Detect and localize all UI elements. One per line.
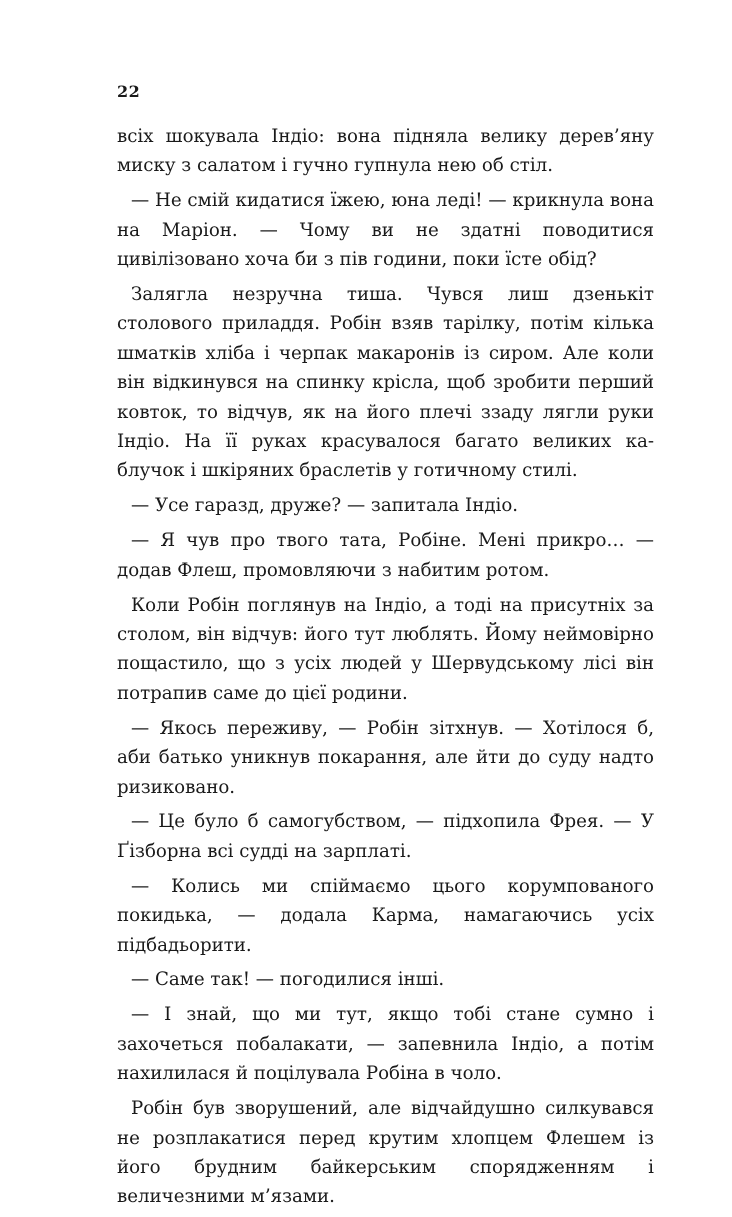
paragraph: — І знай, що ми тут, якщо тобі стане сумно і захочеться побалакати, — запевнила Індіо, а потім нахилилася й поцілувала Робіна в чоло. — [117, 1004, 654, 1085]
page-number: 22 — [117, 82, 141, 101]
paragraph: всіх шокувала Індіо: вона підняла велику дерев’яну миску з салатом і гучно гупнула нею об стіл. — [117, 126, 654, 177]
paragraph: Коли Робін поглянув на Індіо, а тоді на присутніх за столом, він відчув: його тут люблять. Йому неймовірно пощастило, що з усіх людей у Шервудському лісі він потрапив саме до цієї родини. — [117, 594, 654, 704]
paragraph: Робін був зворушений, але відчайдушно силкувався не розплакатися перед крутим хлопцем Флешем із його брудним байкерським спорядженням і величезними м’язами. — [117, 1098, 654, 1208]
text-body — [117, 122, 654, 1217]
paragraph: — Не смій кидатися їжею, юна леді! — крикнула вона на Маріон. — Чому ви не здатні поводитися цивілізовано хоча би з пів години, поки їсте обід? — [117, 190, 654, 271]
paragraph: — Саме так! — погодилися інші. — [131, 969, 445, 991]
paragraph: Залягла незручна тиша. Чувся лиш дзенькіт столового приладдя. Робін взяв тарілку, потім кілька шматків хліба і черпак макаронів із сиром. Але коли він відкинувся на спинку крісла, щоб зробити перший ковток, то відчув, як на його плечі ззаду лягли руки Індіо. На її руках красувалося багато великих каблучок і шкіряних браслетів у готичному стилі. — [117, 284, 654, 482]
paragraph: — Колись ми спіймаємо цього корумпованого покидька, — додала Карма, намагаючись усіх підбадьорити. — [117, 875, 654, 956]
paragraph: — Я чув про твого тата, Робіне. Мені прикро… — додав Флеш, промовляючи з набитим ротом. — [117, 530, 654, 581]
paragraph: — Якось переживу, — Робін зітхнув. — Хотілося б, аби батько уникнув покарання, але йти до суду надто ризиковано. — [117, 717, 654, 798]
paragraph: — Це було б самогубством, — підхопила Фрея. — У Ґізборна всі судді на зарплаті. — [117, 811, 654, 862]
paragraph: — Усе гаразд, друже? — запитала Індіо. — [131, 495, 519, 517]
